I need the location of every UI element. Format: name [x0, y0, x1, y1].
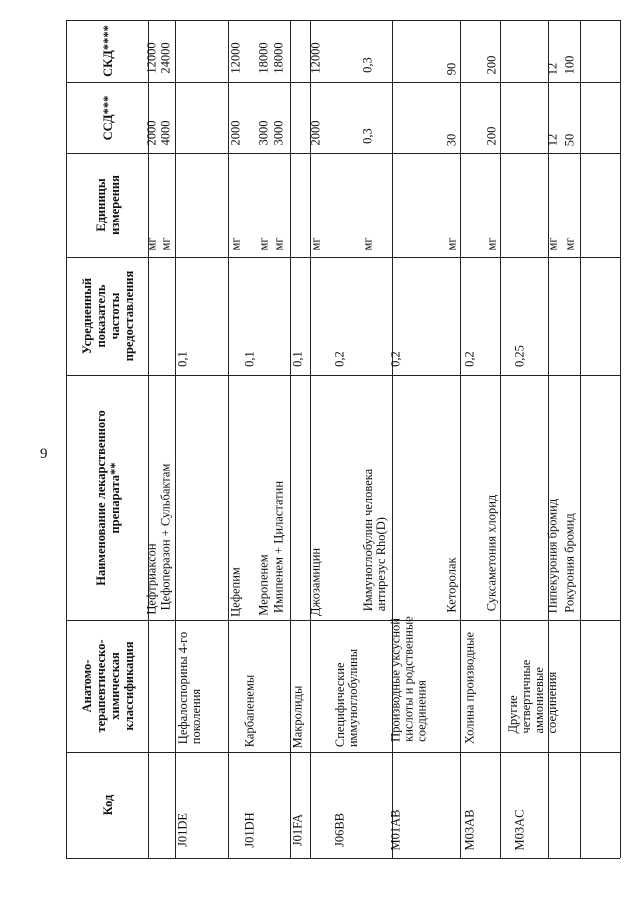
cell-ssd: 2000 [144, 120, 159, 146]
column-divider [66, 20, 620, 21]
cell-ssd: 2000 [308, 120, 323, 146]
cell-ssd: 50 [562, 133, 577, 147]
cell-skd: 12000 [144, 42, 159, 74]
column-header: Усредненный показатель частоты предоставления [80, 270, 136, 362]
cell-unit: мг [562, 237, 577, 251]
cell-drug: Джозамицин [308, 547, 323, 617]
cell-drug: Кеторолак [444, 557, 459, 613]
cell-unit: мг [308, 237, 323, 251]
column-header: Код [101, 794, 115, 816]
cell-drug: Суксаметония хлорид [484, 494, 499, 612]
cell-skd: 90 [444, 62, 459, 76]
page-number: 9 [40, 446, 48, 462]
cell-atc: Холина производные [462, 632, 477, 745]
cell-drug: Цефепим [228, 566, 243, 617]
cell-code: J06BB [332, 812, 347, 847]
cell-freq: 0,25 [512, 345, 527, 368]
cell-freq: 0,2 [462, 351, 477, 368]
cell-atc: Макролиды [290, 685, 305, 749]
cell-unit: мг [444, 237, 459, 251]
cell-freq: 0,2 [388, 351, 403, 368]
cell-unit: мг [360, 237, 375, 251]
cell-drug: Рокурония бромид [562, 513, 577, 613]
column-divider [66, 620, 620, 621]
cell-drug: Имипенем + Циластатин [271, 480, 286, 613]
cell-skd: 0,3 [360, 57, 375, 73]
table-border-right [620, 20, 621, 858]
cell-ssd: 3000 [271, 120, 286, 146]
cell-unit: мг [256, 237, 271, 251]
column-divider [66, 375, 620, 376]
cell-ssd: 2000 [228, 120, 243, 146]
cell-freq: 0,2 [332, 351, 347, 368]
cell-skd: 200 [484, 55, 499, 75]
cell-unit: мг [144, 237, 159, 251]
cell-ssd: 4000 [158, 120, 173, 146]
cell-atc: Другие четвертичные аммониевые соединения [506, 659, 559, 734]
row-divider [580, 20, 581, 858]
row-divider [460, 20, 461, 858]
cell-atc: Специфические иммуноглобулины [332, 648, 360, 748]
cell-ssd: 200 [484, 126, 499, 146]
column-header: Наименование лекарственного препарата** [94, 409, 122, 586]
cell-code: M03AB [462, 809, 477, 850]
cell-unit: мг [484, 237, 499, 251]
cell-skd: 100 [562, 55, 577, 75]
cell-unit: мг [158, 237, 173, 251]
cell-skd: 12000 [228, 42, 243, 74]
cell-skd: 24000 [158, 42, 173, 74]
cell-atc: Карбапенемы [242, 674, 257, 748]
column-divider [66, 153, 620, 154]
cell-ssd: 3000 [256, 120, 271, 146]
cell-code: J01FA [290, 813, 305, 846]
cell-ssd: 0,3 [360, 128, 375, 144]
cell-atc: Производные уксусной кислоты и родственные соединения [388, 615, 429, 742]
column-header: СКД**** [101, 25, 115, 77]
cell-freq: 0,1 [242, 351, 257, 368]
column-header: Единицы измерения [94, 175, 122, 235]
cell-code: M03AC [512, 809, 527, 850]
cell-ssd: 12 [545, 133, 560, 147]
cell-unit: мг [228, 237, 243, 251]
cell-drug: Цефтриаксон [144, 543, 159, 615]
column-header: Анатомо- терапевтическо- химическая классификация [80, 639, 136, 733]
cell-freq: 0,1 [290, 351, 305, 368]
column-divider [66, 752, 620, 753]
cell-skd: 12000 [308, 42, 323, 74]
column-header: ССД*** [101, 95, 115, 140]
cell-drug: Пипекурония бромид [545, 499, 560, 614]
cell-skd: 18000 [271, 42, 286, 74]
cell-ssd: 30 [444, 133, 459, 147]
row-divider [310, 20, 311, 858]
column-divider [66, 858, 620, 859]
cell-code: J01DH [242, 811, 257, 848]
cell-drug: Иммуноглобулин человека антирезус Rho(D) [360, 469, 388, 612]
cell-unit: мг [271, 237, 286, 251]
cell-skd: 18000 [256, 42, 271, 74]
row-divider [500, 20, 501, 858]
cell-unit: мг [545, 237, 560, 251]
row-divider [228, 20, 229, 858]
cell-code: M01AB [388, 809, 403, 850]
cell-skd: 12 [545, 62, 560, 76]
cell-drug: Меропенем [256, 554, 271, 616]
column-divider [66, 82, 620, 83]
table-border-left [66, 20, 67, 858]
column-divider [66, 257, 620, 258]
cell-freq: 0,1 [175, 351, 190, 368]
cell-atc: Цефалоспорины 4-го поколения [175, 632, 203, 745]
cell-code: J01DE [175, 812, 190, 847]
cell-drug: Цефоперазон + Сульбактам [158, 463, 173, 611]
row-divider [148, 20, 149, 858]
